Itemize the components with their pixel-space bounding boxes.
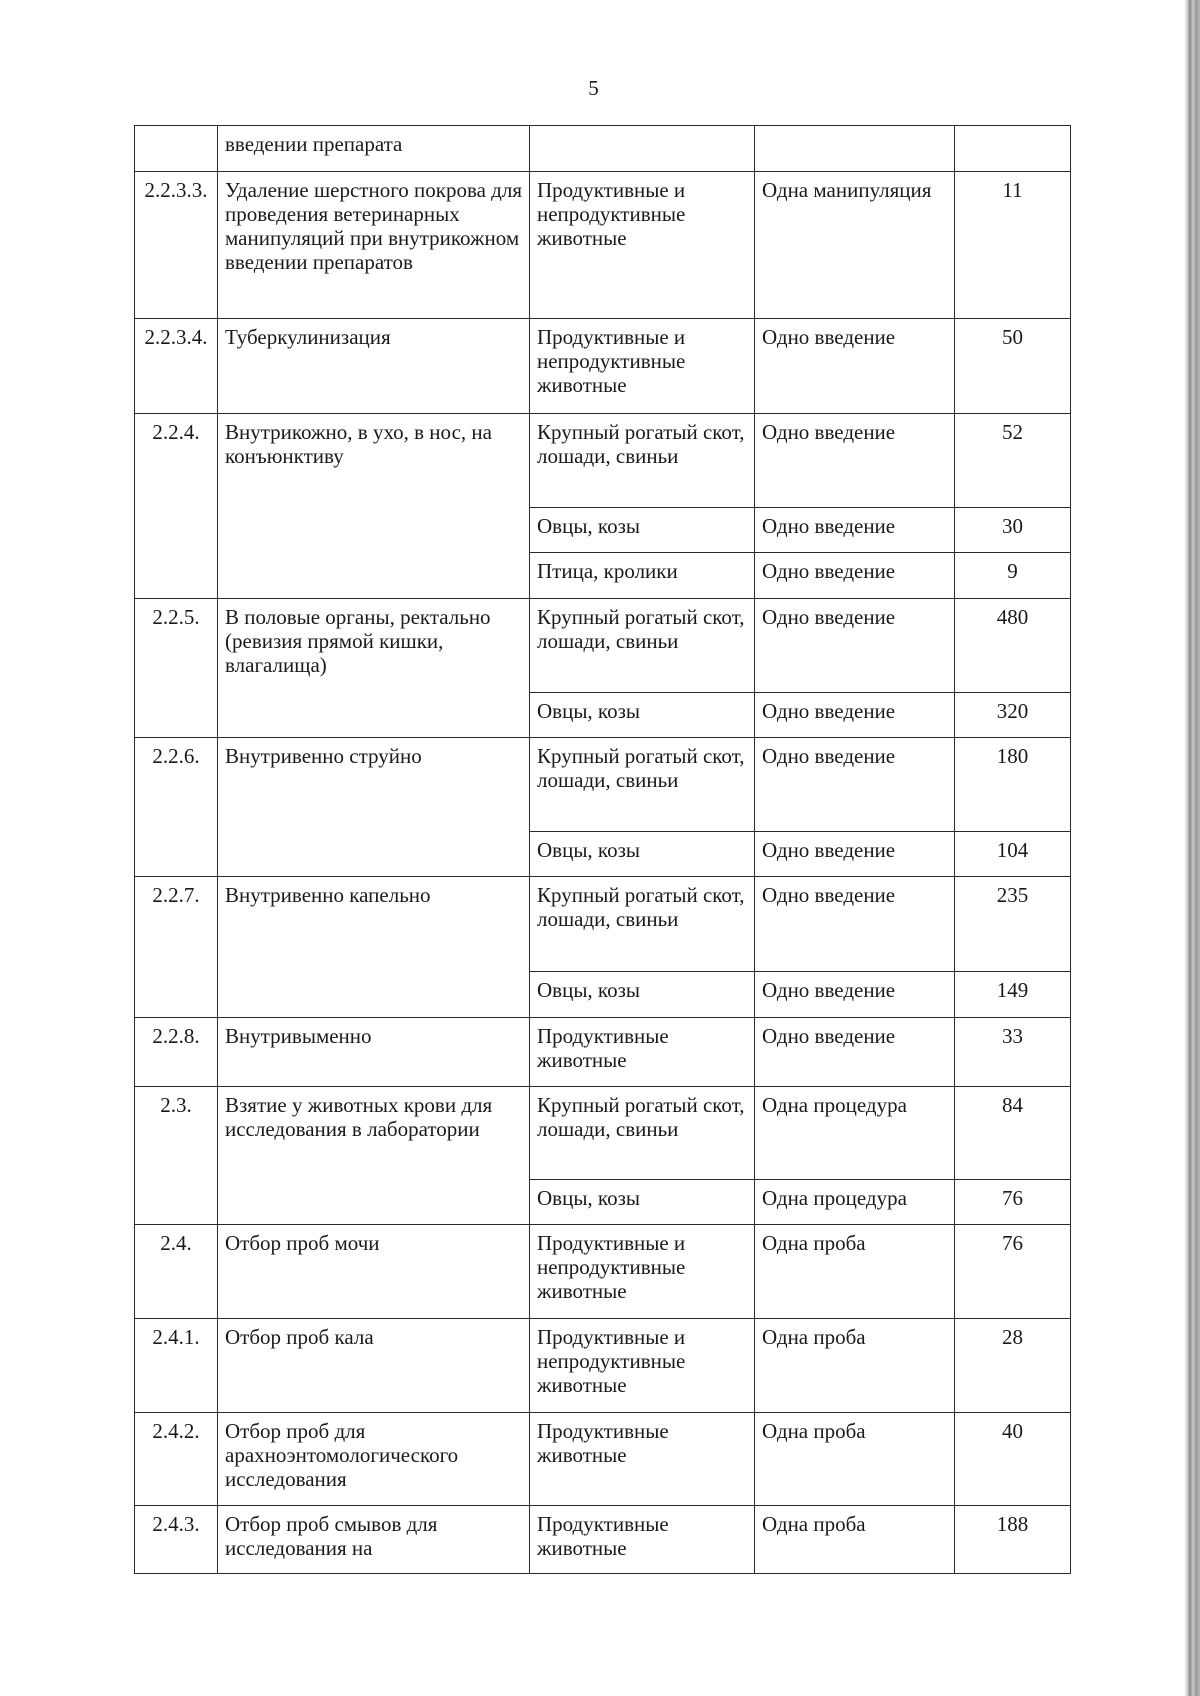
price-value: 84: [955, 1087, 1071, 1180]
price-value: [955, 126, 1071, 172]
price-value: 188: [955, 1506, 1071, 1574]
unit-of-service: Одно введение: [755, 738, 955, 832]
animal-type: Овцы, козы: [530, 1180, 755, 1225]
price-value: 180: [955, 738, 1071, 832]
service-name: Отбор проб мочи: [218, 1225, 530, 1319]
price-value: 9: [955, 553, 1071, 599]
animal-type: Продуктивные и непродуктивные животные: [530, 319, 755, 414]
table-row: [135, 1413, 1071, 1506]
price-value: 149: [955, 972, 1071, 1018]
row-number: 2.3.: [135, 1087, 218, 1225]
animal-type: [530, 126, 755, 172]
service-name: В половые органы, ректально (ревизия прямой кишки, влагалища): [218, 599, 530, 738]
unit-of-service: Одна процедура: [755, 1087, 955, 1180]
service-name: Удаление шерстного покрова для проведения ветеринарных манипуляций при внутрикожном введении препаратов: [218, 172, 530, 319]
row-number: 2.2.3.3.: [135, 172, 218, 319]
animal-type: Овцы, козы: [530, 832, 755, 877]
row-number: 2.2.5.: [135, 599, 218, 738]
unit-of-service: Одно введение: [755, 1018, 955, 1087]
unit-of-service: Одна процедура: [755, 1180, 955, 1225]
animal-type: Продуктивные животные: [530, 1506, 755, 1574]
animal-type: Крупный рогатый скот, лошади, свиньи: [530, 414, 755, 508]
unit-of-service: Одно введение: [755, 877, 955, 972]
table-row: [135, 1319, 1071, 1413]
service-name: Отбор проб смывов для исследования на: [218, 1506, 530, 1574]
price-value: 33: [955, 1018, 1071, 1087]
unit-of-service: [755, 126, 955, 172]
animal-type: Овцы, козы: [530, 693, 755, 738]
row-number: 2.4.2.: [135, 1413, 218, 1506]
unit-of-service: Одна проба: [755, 1319, 955, 1413]
price-value: 104: [955, 832, 1071, 877]
price-value: 235: [955, 877, 1071, 972]
unit-of-service: Одно введение: [755, 599, 955, 693]
animal-type: Крупный рогатый скот, лошади, свиньи: [530, 1087, 755, 1180]
row-number: 2.2.6.: [135, 738, 218, 877]
price-value: 480: [955, 599, 1071, 693]
row-number: 2.4.1.: [135, 1319, 218, 1413]
table-row: [135, 1087, 1071, 1180]
service-name: Внутривыменно: [218, 1018, 530, 1087]
table-row: [135, 1225, 1071, 1319]
service-name: Внутривенно капельно: [218, 877, 530, 1018]
price-value: 52: [955, 414, 1071, 508]
animal-type: Продуктивные и непродуктивные животные: [530, 1225, 755, 1319]
unit-of-service: Одна проба: [755, 1225, 955, 1319]
unit-of-service: Одно введение: [755, 832, 955, 877]
service-name: введении препарата: [218, 126, 530, 172]
table-row: [135, 414, 1071, 508]
unit-of-service: Одно введение: [755, 972, 955, 1018]
unit-of-service: Одна проба: [755, 1413, 955, 1506]
table-row: [135, 319, 1071, 414]
animal-type: Птица, кролики: [530, 553, 755, 599]
row-number: 2.2.4.: [135, 414, 218, 599]
animal-type: Продуктивные и непродуктивные животные: [530, 1319, 755, 1413]
row-number: 2.2.3.4.: [135, 319, 218, 414]
table-row: [135, 126, 1071, 172]
unit-of-service: Одно введение: [755, 553, 955, 599]
service-name: Туберкулинизация: [218, 319, 530, 414]
unit-of-service: Одна манипуляция: [755, 172, 955, 319]
animal-type: Овцы, козы: [530, 508, 755, 553]
animal-type: Крупный рогатый скот, лошади, свиньи: [530, 877, 755, 972]
service-name: Отбор проб кала: [218, 1319, 530, 1413]
price-value: 30: [955, 508, 1071, 553]
row-number: [135, 126, 218, 172]
table-row: [135, 1018, 1071, 1087]
price-value: 320: [955, 693, 1071, 738]
price-value: 11: [955, 172, 1071, 319]
table-row: [135, 599, 1071, 693]
table-row: [135, 172, 1071, 319]
service-name: Отбор проб для арахноэнтомологического исследования: [218, 1413, 530, 1506]
table-row: [135, 738, 1071, 832]
animal-type: Продуктивные животные: [530, 1413, 755, 1506]
unit-of-service: Одно введение: [755, 693, 955, 738]
animal-type: Крупный рогатый скот, лошади, свиньи: [530, 599, 755, 693]
price-value: 28: [955, 1319, 1071, 1413]
animal-type: Крупный рогатый скот, лошади, свиньи: [530, 738, 755, 832]
row-number: 2.4.3.: [135, 1506, 218, 1574]
price-value: 50: [955, 319, 1071, 414]
unit-of-service: Одно введение: [755, 508, 955, 553]
price-value: 76: [955, 1180, 1071, 1225]
row-number: 2.2.7.: [135, 877, 218, 1018]
price-table: [134, 125, 1071, 1574]
table-row: [135, 1506, 1071, 1574]
unit-of-service: Одно введение: [755, 319, 955, 414]
price-value: 76: [955, 1225, 1071, 1319]
row-number: 2.2.8.: [135, 1018, 218, 1087]
unit-of-service: Одна проба: [755, 1506, 955, 1574]
scan-edge-shadow: [1184, 0, 1200, 1696]
service-name: Внутривенно струйно: [218, 738, 530, 877]
service-name: Внутрикожно, в ухо, в нос, на конъюнктиву: [218, 414, 530, 599]
animal-type: Продуктивные и непродуктивные животные: [530, 172, 755, 319]
animal-type: Овцы, козы: [530, 972, 755, 1018]
price-value: 40: [955, 1413, 1071, 1506]
row-number: 2.4.: [135, 1225, 218, 1319]
service-name: Взятие у животных крови для исследования в лаборатории: [218, 1087, 530, 1225]
page-number: 5: [588, 76, 599, 100]
table-row: [135, 877, 1071, 972]
animal-type: Продуктивные животные: [530, 1018, 755, 1087]
unit-of-service: Одно введение: [755, 414, 955, 508]
